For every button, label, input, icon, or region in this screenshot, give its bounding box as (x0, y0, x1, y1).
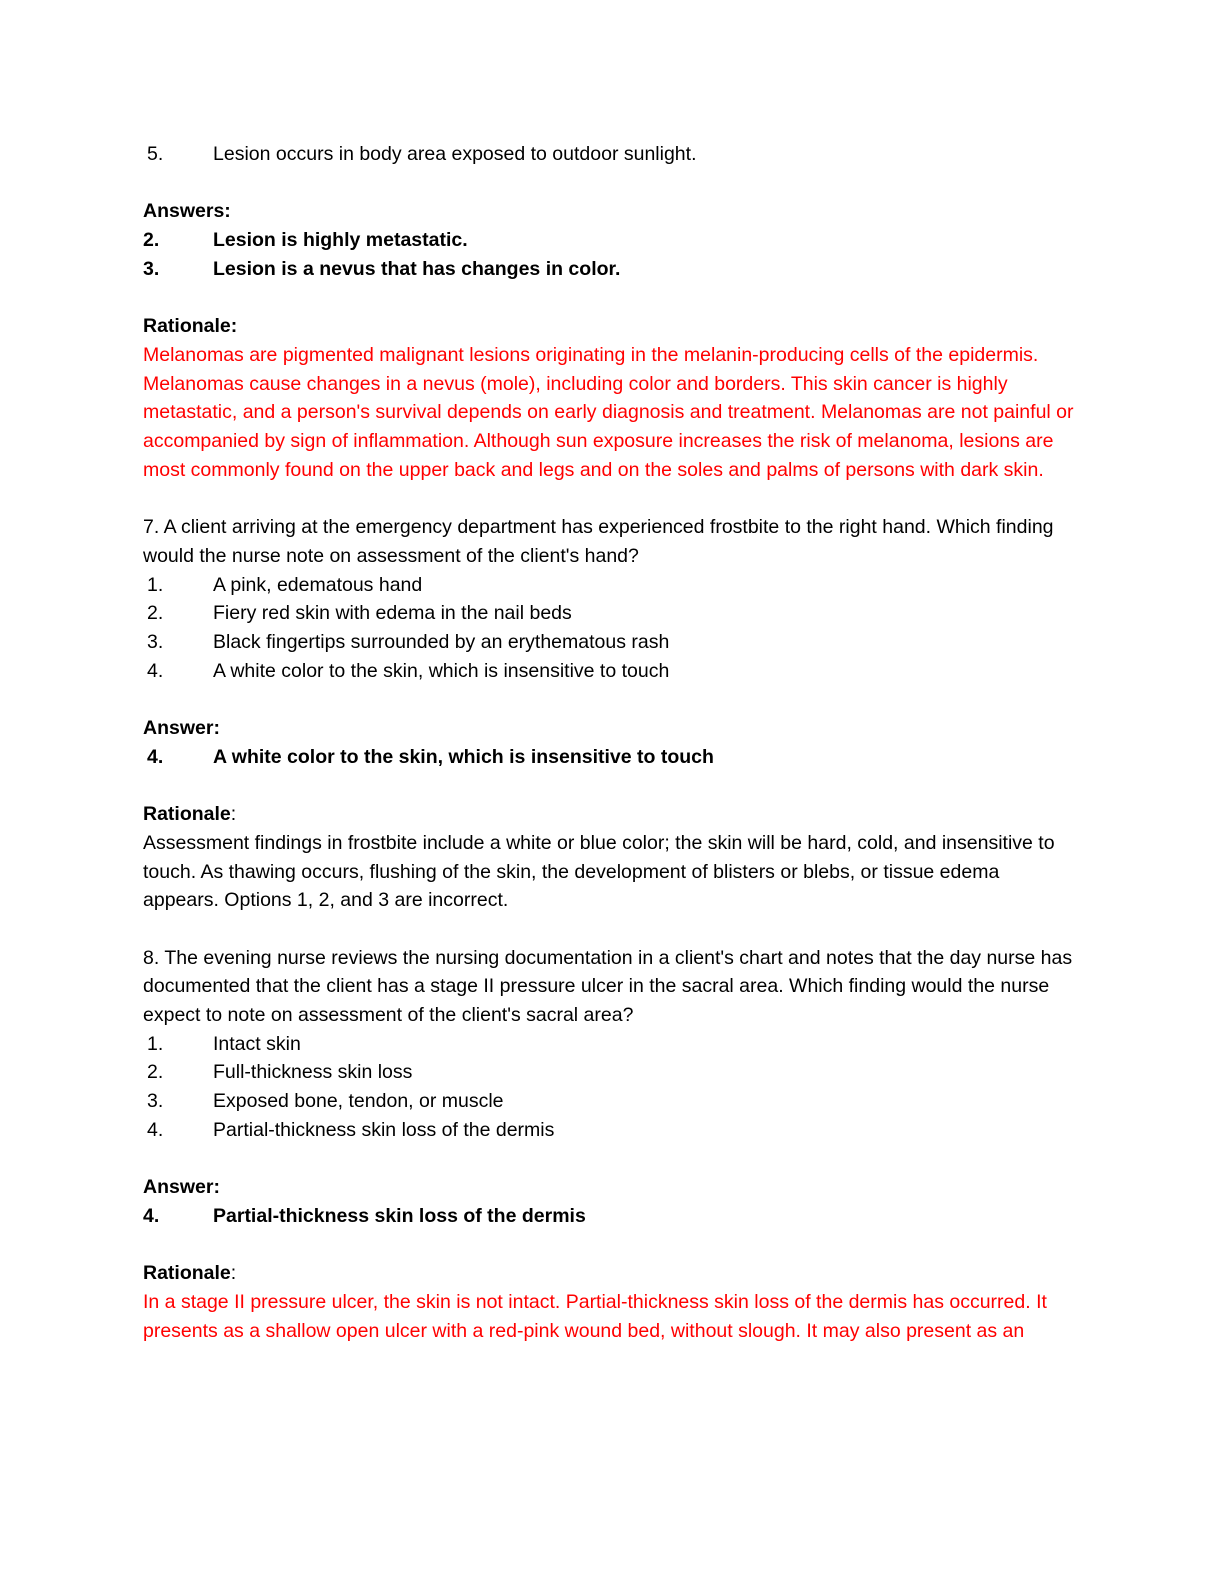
spacer (143, 685, 1078, 714)
answer-text: A white color to the skin, which is insensitive to touch (213, 745, 714, 768)
option-text: A pink, edematous hand (213, 573, 423, 596)
option-text: Intact skin (213, 1032, 301, 1055)
option-item (143, 571, 1078, 600)
spacer (143, 1231, 1078, 1260)
option-number: 3. (147, 630, 164, 653)
option-number: 4. (147, 659, 164, 682)
item-number: 5. (147, 143, 164, 165)
option-number: 2. (147, 1061, 164, 1084)
rationale-text: Assessment findings in frostbite include a white or blue color; the skin will be hard, cold, and insensitive to touch. As thawing occurs, flushing of the skin, the development of blisters or blebs, or tissue edema appears. Options 1, 2, and 3 are incorrect. (143, 831, 1055, 912)
spacer (143, 284, 1078, 313)
option-item (143, 1116, 1078, 1145)
answer-item (143, 255, 1078, 284)
spacer (143, 169, 1078, 198)
answer-label: Answer: (143, 1176, 220, 1199)
option-item (143, 1030, 1078, 1059)
option-item (143, 628, 1078, 657)
option-number: 2. (147, 602, 164, 625)
question-text: 7. A client arriving at the emergency department has experienced frostbite to the right hand. Which finding would the nurse note on assessment of the client's hand? (143, 516, 1054, 567)
rationale-label: Rationale (143, 803, 231, 826)
option-number: 4. (147, 1118, 164, 1141)
answer-text: Lesion is a nevus that has changes in color. (213, 257, 621, 280)
spacer (143, 915, 1078, 944)
document-page (143, 140, 1078, 1345)
option-item (143, 599, 1078, 628)
option-text: Full-thickness skin loss (213, 1061, 413, 1084)
spacer (143, 771, 1078, 800)
rationale-colon: : (230, 1262, 237, 1285)
spacer (143, 1145, 1078, 1174)
rationale-text: Melanomas are pigmented malignant lesions originating in the melanin-producing cells of the epidermis. Melanomas cause changes in a nevus (mole), including color and borders. This skin cancer is highly metastatic, and a person's survival depends on early diagnosis and treatment. Melanomas are not painful or accompanied by sign of inflammation. Although sun exposure increases the risk of melanoma, lesions are most commonly found on the upper back and legs and on the soles and palms of persons with dark skin. (143, 343, 1074, 481)
answer-number: 4. (147, 745, 164, 768)
option-text: Exposed bone, tendon, or muscle (213, 1090, 504, 1113)
option-text: Black fingertips surrounded by an erythematous rash (213, 630, 670, 653)
list-item (143, 140, 1078, 169)
option-item (143, 657, 1078, 686)
answer-number: 2. (143, 229, 160, 252)
item-text: Lesion occurs in body area exposed to outdoor sunlight. (213, 143, 697, 165)
answer-item (143, 743, 1078, 772)
option-number: 1. (147, 573, 164, 596)
question-text: 8. The evening nurse reviews the nursing documentation in a client's chart and notes that the day nurse has documented that the client has a stage II pressure ulcer in the sacral area. Which finding would the nurse expect to note on assessment of the client's sacral area? (143, 946, 1073, 1026)
rationale-label: Rationale (143, 1262, 231, 1285)
rationale-text: In a stage II pressure ulcer, the skin is not intact. Partial-thickness skin loss of the dermis has occurred. It presents as a shallow open ulcer with a red-pink wound bed, without slough. It may also present as an (143, 1291, 1047, 1342)
option-item (143, 1087, 1078, 1116)
answers-label: Answers: (143, 200, 231, 223)
answer-label: Answer: (143, 717, 220, 739)
answer-item (143, 226, 1078, 255)
option-number: 3. (147, 1090, 164, 1113)
option-item (143, 1058, 1078, 1087)
option-text: A white color to the skin, which is insensitive to touch (213, 659, 670, 682)
option-text: Partial-thickness skin loss of the dermis (213, 1118, 555, 1141)
option-text: Fiery red skin with edema in the nail beds (213, 602, 572, 625)
option-number: 1. (147, 1032, 164, 1055)
rationale-colon: : (230, 803, 237, 826)
rationale-label: Rationale: (143, 315, 238, 338)
answer-number: 3. (143, 257, 160, 280)
spacer (143, 484, 1078, 513)
answer-number: 4. (143, 1204, 160, 1227)
answer-item (143, 1202, 1078, 1231)
answer-text: Partial-thickness skin loss of the dermis (213, 1204, 586, 1227)
rationale-heading (143, 800, 1078, 829)
answer-text: Lesion is highly metastatic. (213, 229, 468, 252)
rationale-heading (143, 1259, 1078, 1288)
